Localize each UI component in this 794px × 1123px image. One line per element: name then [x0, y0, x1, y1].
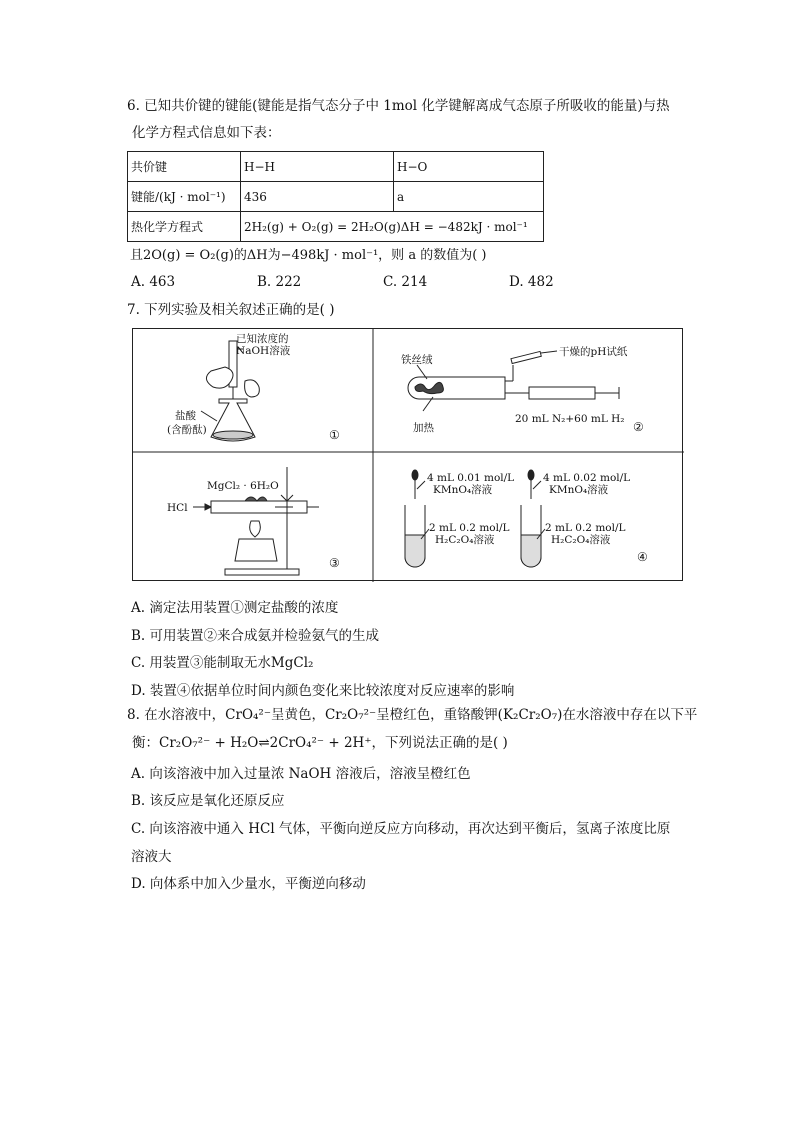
sample — [245, 497, 267, 501]
table-cell: 共价键 — [128, 152, 241, 182]
table-row — [128, 182, 544, 212]
experiment-diagrams — [133, 329, 684, 582]
ammonia-apparatus — [401, 345, 644, 434]
flame — [250, 521, 261, 537]
label-ph-paper: 干燥的pH试纸 — [559, 346, 628, 358]
label-hcl-gas: HCl — [167, 502, 188, 514]
label-h2c2o4-conc-a: 2 mL 0.2 mol/L — [429, 522, 510, 534]
q8-option-b: B. 该反应是氧化还原反应 — [131, 793, 285, 809]
q7-stem: 7. 下列实验及相关叙述正确的是( ) — [127, 302, 335, 318]
table-cell: 热化学方程式 — [128, 212, 241, 242]
q8-stem-line1: 8. 在水溶液中，CrO₄²⁻呈黄色，Cr₂O₇²⁻呈橙红色，重铬酸钾(K₂Cr₂O₇)在水溶液中存在以下平 — [127, 707, 698, 723]
table-cell: a — [394, 182, 544, 212]
label-h2c2o4-conc-b: 2 mL 0.2 mol/L — [545, 522, 626, 534]
experiment-figure — [132, 328, 683, 581]
table-cell: 键能/(kJ · mol⁻¹) — [128, 182, 241, 212]
table-cell: 436 — [241, 182, 394, 212]
q8-option-c-cont: 溶液大 — [131, 849, 172, 865]
label-naoh: NaOH溶液 — [236, 345, 291, 357]
q6-option-a: A. 463 — [131, 274, 176, 290]
label-kmno4-a: KMnO₄溶液 — [433, 484, 493, 496]
dropper-bulb — [528, 470, 534, 480]
label-h2c2o4-b: H₂C₂O₄溶液 — [551, 534, 611, 546]
q6-stem-line3: 且2O(g) = O₂(g)的ΔH为−498kJ · mol⁻¹，则 a 的数值为( ) — [130, 248, 487, 263]
rate-experiment — [405, 470, 648, 567]
q7-option-d: D. 装置④依据单位时间内颜色变化来比较浓度对反应速率的影响 — [131, 683, 515, 699]
label-iron-wool: 铁丝绒 — [401, 354, 433, 366]
ph-paper — [511, 351, 541, 363]
pointer-line — [541, 351, 557, 353]
label-hcl: 盐酸 — [175, 410, 196, 422]
stand-base — [225, 569, 299, 575]
bond-energy-table — [127, 151, 544, 242]
pointer-line — [201, 411, 217, 421]
flask-liquid — [213, 431, 253, 439]
label-kmno4-conc-b: 4 mL 0.02 mol/L — [543, 472, 631, 484]
q6-stem-line2: 化学方程式信息如下表： — [132, 125, 281, 141]
label-kmno4-conc-a: 4 mL 0.01 mol/L — [427, 472, 515, 484]
syringe — [529, 387, 595, 399]
label-phenolphthalein: (含酚酞) — [167, 424, 207, 436]
table-cell: H−O — [394, 152, 544, 182]
tube-liquid — [405, 535, 425, 567]
table-cell: 2H₂(g) + O₂(g) = 2H₂O(g)ΔH = −482kJ · mol⁻¹ — [241, 212, 544, 242]
q6-option-d: D. 482 — [509, 274, 554, 290]
label-h2c2o4-a: H₂C₂O₄溶液 — [435, 534, 495, 546]
panel-number: ③ — [329, 556, 340, 570]
panel-number: ④ — [637, 550, 648, 564]
hand-icon — [245, 380, 260, 397]
q8-stem-line2: 衡：Cr₂O₇²⁻ + H₂O⇌2CrO₄²⁻ + 2H⁺，下列说法正确的是( ) — [132, 735, 508, 751]
label-gas-volume: 20 mL N₂+60 mL H₂ — [515, 413, 625, 425]
q6-stem-line1: 6. 已知共价键的键能(键能是指气态分子中 1mol 化学键解离成气态原子所吸收的能量)与热 — [127, 98, 670, 114]
pointer-line — [533, 481, 541, 489]
dropper-bulb — [412, 470, 418, 480]
mgcl2-apparatus — [167, 467, 340, 575]
arrow-head — [205, 504, 211, 510]
titration-apparatus — [167, 332, 340, 442]
table-cell: H−H — [241, 152, 394, 182]
q8-option-c: C. 向该溶液中通入 HCl 气体，平衡向逆反应方向移动，再次达到平衡后，氢离子浓度比原 — [131, 821, 671, 837]
spirit-lamp — [235, 539, 277, 561]
table-row — [128, 152, 544, 182]
table-row — [128, 212, 544, 242]
q8-option-a: A. 向该溶液中加入过量浓 NaOH 溶液后，溶液呈橙红色 — [131, 766, 471, 782]
panel-number: ① — [329, 428, 340, 442]
q7-option-a: A. 滴定法用装置①测定盐酸的浓度 — [131, 600, 339, 616]
tube-liquid — [521, 535, 541, 567]
q6-option-b: B. 222 — [257, 274, 302, 290]
panel-number: ② — [633, 420, 644, 434]
q8-option-d: D. 向体系中加入少量水，平衡逆向移动 — [131, 876, 366, 892]
label-kmno4-b: KMnO₄溶液 — [549, 484, 609, 496]
label-heat: 加热 — [413, 422, 434, 434]
label-known-conc: 已知浓度的 — [236, 333, 289, 345]
q7-option-b: B. 可用装置②来合成氨并检验氨气的生成 — [131, 628, 380, 644]
q6-option-c: C. 214 — [383, 274, 428, 290]
pointer-line — [417, 481, 425, 489]
q7-option-c: C. 用装置③能制取无水MgCl₂ — [131, 655, 314, 671]
label-mgcl2: MgCl₂ · 6H₂O — [207, 480, 279, 492]
